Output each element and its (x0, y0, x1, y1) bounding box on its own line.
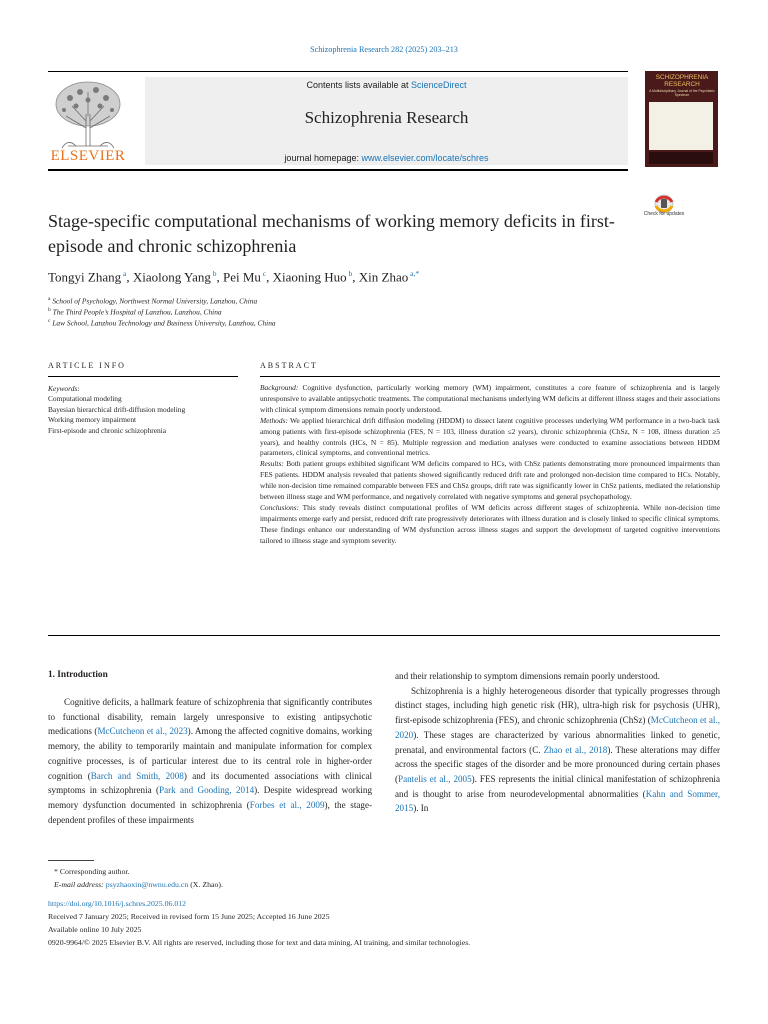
affiliation-text: The Third People’s Hospital of Lanzhou, Lanzhou, China (52, 307, 222, 317)
paragraph: and their relationship to symptom dimensions remain poorly understood. (395, 671, 660, 681)
keyword-item[interactable]: Bayesian hierarchical drift-diffusion modeling (48, 404, 186, 414)
elsevier-wordmark: ELSEVIER (50, 148, 126, 164)
header-bottom-rule (48, 169, 628, 171)
abstract-conclusions (260, 503, 720, 547)
journal-homepage (145, 153, 628, 163)
results-text: Both patient groups exhibited significant WM deficits compared to HCs, with ChSz patients demonstrating more pronounced impairments than FES patients. HDDM analysis revealed that patients showed significantly reduced drift rate and prolonged non-decision time compared to HCs. Notably, while non-decision time remained comparable between FES and ChSz groups, drift rate was significantly lower in ChSz patients, mediated the relationship between illness stage and WM performance, and negatively correlated with negative symptoms and general psychopathology. (260, 459, 720, 502)
homepage-link[interactable]: www.elsevier.com/locate/schres (361, 153, 489, 163)
keyword-item[interactable]: Working memory impairment (48, 415, 137, 425)
reference-link[interactable]: Zhao et al., 2018 (543, 744, 608, 755)
contents-available (145, 80, 628, 90)
reference-link[interactable]: Kahn and Sommer, 2015 (395, 788, 720, 814)
available-online: Available online 10 July 2025 (48, 925, 142, 934)
email-note (48, 878, 720, 891)
author-affiliation-marker[interactable]: a (121, 269, 127, 278)
body-text: ). These alterations may differ across the specific stages of the disorder and be more pronounced during certain phases ( (395, 744, 721, 784)
section-heading-introduction: 1. Introduction (48, 670, 108, 680)
abstract-background (260, 383, 720, 416)
reference-link[interactable]: Barch and Smith, 2008 (90, 770, 184, 781)
check-for-updates-label[interactable]: Check for updates (643, 211, 685, 217)
cover-title: SCHIZOPHRENIA RESEARCH (655, 74, 709, 88)
paragraph (395, 684, 720, 816)
doi-link[interactable]: https://doi.org/10.1016/j.schres.2025.06.012 (48, 899, 187, 908)
author-affiliation-marker[interactable]: b (210, 269, 217, 278)
affiliation-b (48, 307, 648, 316)
article-info-rule (48, 376, 238, 377)
author-affiliation-marker[interactable]: b (346, 269, 353, 278)
footnotes (48, 865, 720, 949)
body-text: ) and its documented associations with clinical symptoms in schizophrenia ( (48, 770, 372, 796)
author-list: Tongyi Zhang $^a$, Xiaolong Yang $^b$, Pei Mu $^c$, Xiaoning Huo $^b$, Xin Zhao $^{a,*}$ (48, 269, 420, 285)
body-text: ). Among the affected cognitive domains, working memory, the ability to temporarily maintain and manipulate information for complex cognitive processes, is of particular interest due to its central role in higher-order cognition ( (48, 726, 372, 781)
sciencedirect-link[interactable]: ScienceDirect (411, 80, 467, 90)
conclusions-text: This study reveals distinct computational profiles of WM deficits across different stages of schizophrenia. While non-decision time impairments emerge early and persist, reduced drift rate progressively deteriorates with illness duration and is closely linked to specific clinical symptoms. These findings enhance our understanding of WM dysfunction across illness stages and support the development of targeted cognitive interventions tailored to illness stage and symptom severity. (260, 502, 720, 545)
abstract-body (260, 383, 720, 547)
abstract-heading: ABSTRACT (260, 361, 318, 370)
affiliation-c (48, 318, 648, 327)
reference-link[interactable]: McCutcheon et al., 2023 (97, 726, 188, 737)
header-top-rule (48, 71, 628, 72)
abstract-bottom-rule (48, 635, 720, 636)
journal-citation[interactable]: Schizophrenia Research 282 (2025) 203–213 (310, 45, 458, 54)
cover-contents-panel (649, 102, 713, 150)
keywords-label: Keywords: (48, 384, 80, 393)
journal-title: Schizophrenia Research (304, 108, 469, 127)
email-suffix: (X. Zhao). (188, 880, 223, 889)
article-info-heading: ARTICLE INFO (48, 361, 126, 370)
body-text: ). Despite widespread working memory dysfunction documented in schizophrenia ( (48, 785, 372, 810)
article-title: Stage-specific computational mechanisms of working memory deficits in first-episode and chronic schizophrenia (48, 211, 615, 256)
affiliation-marker: a (48, 296, 51, 302)
methods-text: We applied hierarchical drift diffusion modeling (HDDM) to dissect latent cognitive processes underlying WM performance in a two-back task among patients with first-episode schizophrenia (FES, N = 103, illness duration ≤2 years), chronic schizophrenia (ChSz, N = 108, illness duration ≥5 years), and healthy controls (HCs, N = 85). Multiple regression and mediation analyses were conducted to examine associations between HDDM parameters, clinical symptoms, and conventional metrics. (260, 415, 720, 458)
keyword-item[interactable]: First-episode and chronic schizophrenia (48, 425, 167, 435)
abstract-results (260, 459, 720, 503)
body-text: ). In (413, 803, 429, 814)
cover-subtitle: A Multidisciplinary Journal of the Psychiatric Spectrum (649, 89, 715, 97)
body-column-right (395, 669, 720, 816)
author-name[interactable]: Tongyi Zhang (48, 269, 122, 285)
affiliation-text: School of Psychology, Northwest Normal University, Lanzhou, China (52, 296, 258, 306)
keywords-block (48, 384, 253, 436)
contents-prefix: Contents lists available at (306, 80, 412, 90)
reference-link[interactable]: McCutcheon et al., 2020 (395, 715, 720, 740)
methods-label: Methods: (260, 415, 288, 425)
reference-link[interactable]: Pantelis et al., 2005 (398, 773, 472, 784)
copyright-line: 0920-9964/© 2025 Elsevier B.V. All rights are reserved, including those for text and data mining, AI training, and similar technologies. (48, 938, 471, 947)
affiliation-marker: c (48, 318, 51, 324)
body-text: Schizophrenia is a highly heterogeneous disorder that typically progresses through distinct stages, including high genetic risk (HR), ultra-high risk for psychosis (UHR), first-episode schizophrenia (FES), and chronic schizophrenia (ChSz) ( (395, 685, 720, 726)
author-name[interactable]: Xiaoning Huo (272, 269, 347, 285)
body-text: ). FES represents the initial clinical manifestation of schizophrenia and is thought to arise from neurodevelopmental abnormalities ( (395, 773, 720, 799)
keyword-item[interactable]: Computational modeling (48, 394, 122, 404)
author-name[interactable]: Xin Zhao (358, 269, 409, 285)
paragraph (48, 695, 372, 827)
body-text: Cognitive deficits, a hallmark feature of schizophrenia that significantly contributes to functional disability, remain largely unresponsive to existing antipsychotic medications ( (48, 697, 372, 737)
author-affiliation-marker[interactable]: c (260, 269, 267, 278)
homepage-prefix: journal homepage: (284, 153, 362, 163)
footnote-rule (48, 860, 94, 861)
reference-link[interactable]: Forbes et al., 2009 (249, 799, 325, 810)
doi-line (48, 897, 720, 910)
received-dates: Received 7 January 2025; Received in revised form 15 June 2025; Accepted 16 June 2025 (48, 912, 330, 921)
author-name[interactable]: Xiaolong Yang (132, 269, 211, 285)
body-text: ). These stages are characterized by various abnormalities linked to genetic, prenatal, and environmental factors (C. (395, 729, 720, 755)
email-label: E-mail address: (54, 880, 104, 889)
reference-link[interactable]: Park and Gooding, 2014 (159, 785, 255, 796)
conclusions-label: Conclusions: (260, 502, 300, 512)
abstract-methods (260, 416, 720, 460)
affiliation-a (48, 296, 648, 305)
affiliation-marker: b (48, 307, 51, 313)
author-name[interactable]: Pei Mu (222, 269, 261, 285)
cover-footer-bar (649, 152, 713, 164)
background-text: Cognitive dysfunction, particularly working memory (WM) impairment, constitutes a core feature of schizophrenia and is largely unresponsive to available antipsychotic treatments. The computational mechanisms underlying WM deficits at different illness stages and their associations with clinical symptom dimensions remain poorly understood. (260, 383, 720, 414)
body-column-left (48, 695, 372, 827)
author-affiliation-marker[interactable]: a,* (408, 269, 420, 278)
results-label: Results: (260, 459, 284, 469)
abstract-rule (260, 376, 720, 377)
body-text: ), the stage-dependent profiles of these impairments (48, 799, 373, 825)
background-label: Background: (260, 383, 299, 392)
corresponding-author-note: * Corresponding author. (54, 867, 130, 876)
affiliation-text: Law School, Lanzhou Technology and Business University, Lanzhou, China (52, 318, 276, 328)
email-link[interactable]: psyzhaoxin@nwnu.edu.cn (105, 880, 189, 889)
